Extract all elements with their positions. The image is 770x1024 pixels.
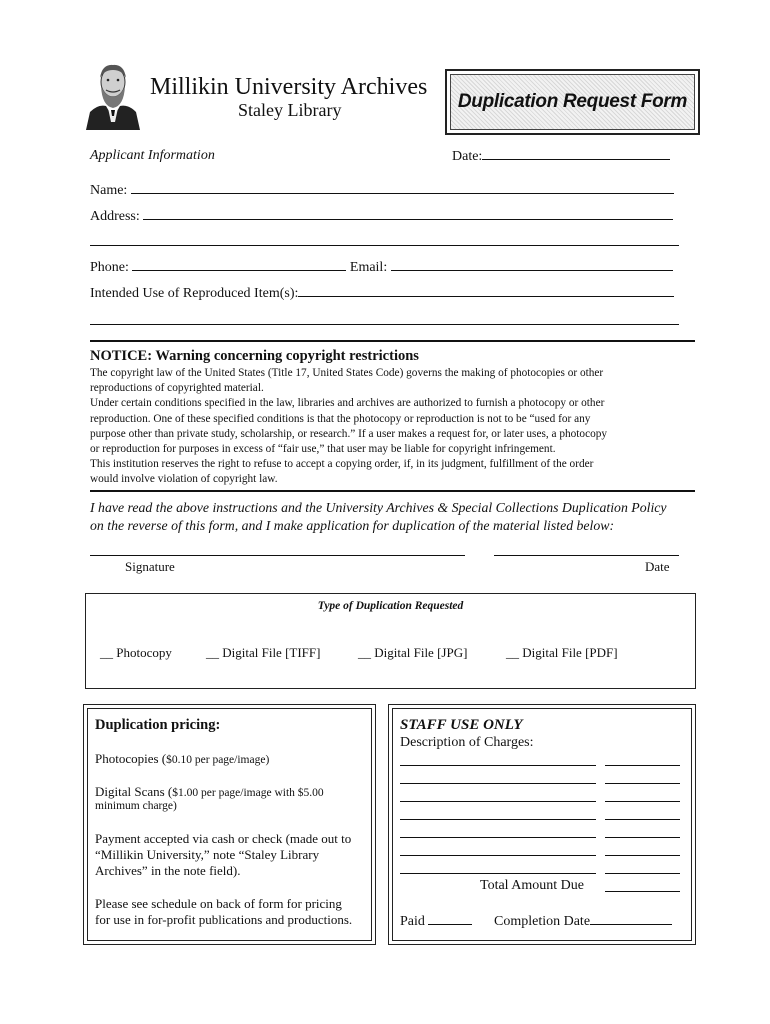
charge-description-field[interactable] bbox=[400, 809, 596, 820]
option-label: Digital File [PDF] bbox=[522, 645, 618, 660]
phone-field[interactable] bbox=[132, 259, 346, 271]
option-jpg[interactable]: __ Digital File [JPG] bbox=[358, 645, 468, 660]
notice-line: would involve violation of copyright law. bbox=[90, 473, 278, 486]
notice-line: This institution reserves the right to refuse to accept a copying order, if, in its judgment, fulfillment of the order bbox=[90, 458, 594, 471]
phone-email-row bbox=[90, 259, 673, 276]
date-label: Date: bbox=[452, 149, 483, 164]
duplication-type-box bbox=[85, 593, 696, 689]
charge-amount-field[interactable] bbox=[605, 791, 680, 802]
library-subtitle: Staley Library bbox=[238, 100, 342, 120]
completion-date-field[interactable] bbox=[590, 914, 672, 925]
charge-amount-field[interactable] bbox=[605, 773, 680, 784]
notice-line: reproductions of copyrighted material. bbox=[90, 382, 264, 395]
address-field[interactable] bbox=[90, 208, 673, 225]
email-field[interactable] bbox=[391, 259, 673, 271]
description-of-charges-label: Description of Charges: bbox=[400, 735, 534, 750]
address-label: Address: bbox=[90, 209, 140, 224]
pricing-scans-detail: $1.00 per page/image with $5.00 bbox=[172, 787, 324, 799]
schedule-line-1: Please see schedule on back of form for pricing bbox=[95, 896, 342, 911]
pricing-photocopies-label: Photocopies ( bbox=[95, 751, 167, 766]
notice-line: or reproduction for purposes in excess of “fair use,” that user may be liable for copyright infringement. bbox=[90, 443, 556, 456]
address-line-2-field[interactable] bbox=[90, 234, 679, 251]
pricing-box bbox=[83, 704, 376, 945]
charge-description-field[interactable] bbox=[400, 791, 596, 802]
option-pdf[interactable]: __ Digital File [PDF] bbox=[506, 645, 618, 660]
signature-label: Signature bbox=[125, 559, 175, 574]
payment-line-3: Archives” in the note field). bbox=[95, 863, 241, 878]
intended-use-line-2-field[interactable] bbox=[90, 313, 679, 330]
notice-line: purpose other than private study, scholarship, or research.” If a user makes a request for, or later uses, a photocopy bbox=[90, 427, 608, 440]
option-tiff[interactable]: __ Digital File [TIFF] bbox=[206, 645, 321, 660]
completion-date-row bbox=[494, 914, 672, 930]
name-label: Name: bbox=[90, 183, 128, 198]
form-title: Duplication Request Form bbox=[457, 91, 688, 112]
form-title-box bbox=[445, 69, 700, 135]
total-amount-label: Total Amount Due bbox=[480, 878, 585, 893]
agreement-line-2: on the reverse of this form, and I make application for duplication of the material listed below: bbox=[90, 518, 615, 533]
option-label: Digital File [TIFF] bbox=[222, 645, 321, 660]
intended-use-label: Intended Use of Reproduced Item(s): bbox=[90, 286, 299, 301]
payment-line-2: “Millikin University,” note “Staley Library bbox=[95, 847, 320, 862]
pricing-scans-label: Digital Scans ( bbox=[95, 784, 173, 799]
paid-label: Paid bbox=[400, 914, 425, 929]
charge-amount-field[interactable] bbox=[605, 755, 680, 766]
payment-line-1: Payment accepted via cash or check (made out to bbox=[95, 831, 352, 846]
notice-body bbox=[90, 366, 690, 488]
signature-date-field[interactable] bbox=[494, 544, 679, 556]
pricing-scans bbox=[95, 784, 324, 800]
phone-label: Phone: bbox=[90, 260, 129, 275]
notice-title: NOTICE: Warning concerning copyright restrictions bbox=[90, 348, 419, 364]
signature-date-label: Date bbox=[645, 559, 670, 574]
pricing-photocopies-detail: $0.10 per page/image) bbox=[166, 754, 270, 766]
notice-line: The copyright law of the United States (Title 17, United States Code) governs the making of photocopies or other bbox=[90, 367, 604, 379]
option-label: Digital File [JPG] bbox=[374, 645, 468, 660]
archive-title: Millikin University Archives bbox=[150, 74, 428, 100]
notice-top-divider bbox=[90, 340, 695, 342]
charge-amount-field[interactable] bbox=[605, 845, 680, 856]
signature-field[interactable] bbox=[90, 544, 465, 556]
email-label: Email: bbox=[349, 260, 388, 275]
option-photocopy[interactable]: __ Photocopy bbox=[100, 645, 172, 660]
name-field[interactable] bbox=[90, 182, 674, 199]
pricing-title: Duplication pricing: bbox=[95, 717, 221, 733]
charge-description-field[interactable] bbox=[400, 827, 596, 838]
charge-amount-field[interactable] bbox=[605, 863, 680, 874]
option-label: Photocopy bbox=[116, 645, 172, 660]
agreement-line-1: I have read the above instructions and the University Archives & Special Collections Duplication Policy bbox=[90, 500, 667, 515]
date-field[interactable] bbox=[452, 148, 670, 165]
paid-field[interactable] bbox=[428, 914, 472, 925]
total-amount-field[interactable] bbox=[605, 881, 680, 892]
schedule-line-2: for use in for-profit publications and productions. bbox=[95, 912, 353, 927]
notice-line: Under certain conditions specified in the law, libraries and archives are authorized to furnish a photocopy or other bbox=[90, 397, 605, 410]
pricing-scans-detail-2: minimum charge) bbox=[95, 800, 177, 812]
paid-row bbox=[400, 914, 472, 930]
charge-description-field[interactable] bbox=[400, 755, 596, 766]
staff-use-box bbox=[388, 704, 696, 945]
applicant-section-label: Applicant Information bbox=[90, 148, 215, 163]
pricing-photocopies bbox=[95, 751, 269, 767]
charge-description-field[interactable] bbox=[400, 863, 596, 874]
intended-use-field[interactable] bbox=[90, 285, 674, 302]
charge-description-field[interactable] bbox=[400, 773, 596, 784]
staff-use-title: STAFF USE ONLY bbox=[400, 717, 523, 733]
charge-amount-field[interactable] bbox=[605, 809, 680, 820]
founder-portrait bbox=[84, 60, 142, 130]
duplication-type-title: Type of Duplication Requested bbox=[317, 600, 464, 612]
completion-date-label: Completion Date bbox=[494, 914, 591, 929]
notice-line: reproduction. One of these specified conditions is that the photocopy or reproduction is not to be “used for any bbox=[90, 412, 591, 425]
notice-bottom-divider bbox=[90, 490, 695, 492]
charge-description-field[interactable] bbox=[400, 845, 596, 856]
charge-amount-field[interactable] bbox=[605, 827, 680, 838]
